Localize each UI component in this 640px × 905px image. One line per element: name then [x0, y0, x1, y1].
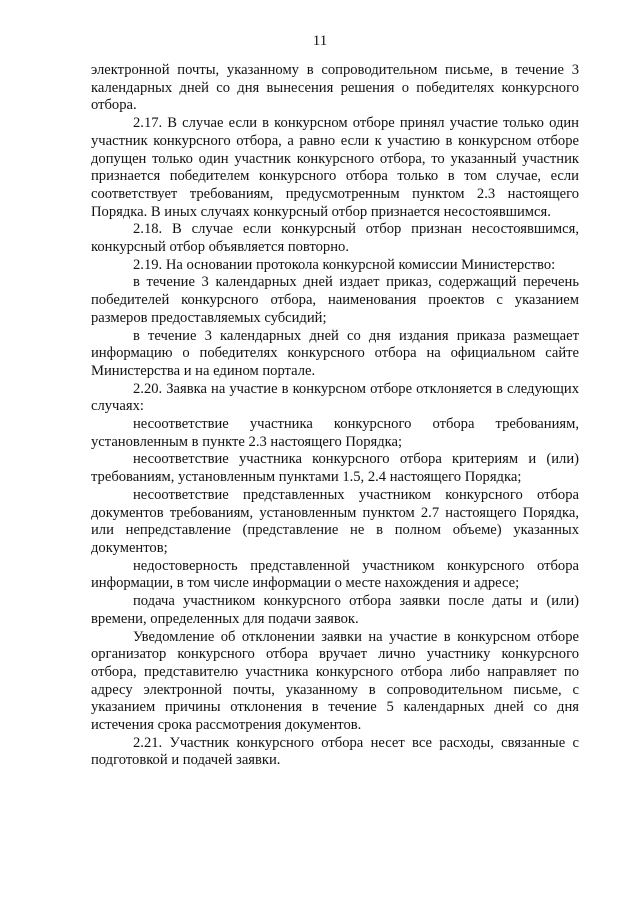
paragraph-2-20: 2.20. Заявка на участие в конкурсном отборе отклоняется в следующих случаях: — [91, 380, 579, 415]
list-item-documents: несоответствие представленных участником конкурсного отбора документов требованиям, установленным пунктом 2.7 настоящего Порядка, или непредставление (представление не в полном объеме) указанных документов; — [91, 486, 579, 556]
paragraph-2-17: 2.17. В случае если в конкурсном отборе принял участие только один участник конкурсного отбора, а равно если к участию в конкурсном отборе допущен только один участник конкурсного отбора, то указанный участник признается победителем конкурсного отбора только в том случае, если соответствует требованиям, предусмотренным пунктом 2.3 настоящего Порядка. В иных случаях конкурсный отбор признается несостоявшимся. — [91, 115, 579, 220]
page-number: 11 — [312, 33, 328, 49]
paragraph-rejection-notice: Уведомление об отклонении заявки на участие в конкурсном отборе организатор конкурсного отбора вручает лично участнику конкурсного отбора, представителю участника конкурсного отбора либо направляет по адресу электронной почты, указанному в сопроводительном письме, с указанием причины отклонения в течение 5 календарных дней со дня истечения срока рассмотрения документов. — [91, 628, 579, 734]
list-item-order: в течение 3 календарных дней издает приказ, содержащий перечень победителей конкурсного отбора, наименования проектов с указанием размеров предоставляемых субсидий; — [91, 274, 579, 326]
paragraph-continuation: электронной почты, указанному в сопроводительном письме, в течение 3 календарных дней со дня вынесения решения о победителях конкурсного отбора. — [91, 62, 579, 114]
paragraph-2-19: 2.19. На основании протокола конкурсной комиссии Министерство: — [133, 256, 556, 273]
paragraph-2-18: 2.18. В случае если конкурсный отбор признан несостоявшимся, конкурсный отбор объявляется повторно. — [91, 221, 579, 256]
list-item-publish: в течение 3 календарных дней со дня издания приказа размещает информацию о победителях конкурсного отбора на официальном сайте Министерства и на едином портале. — [91, 327, 579, 379]
list-item-unreliable-info: недостоверность представленной участником конкурсного отбора информации, в том числе информации о месте нахождения и адресе; — [91, 557, 579, 592]
paragraph-2-21: 2.21. Участник конкурсного отбора несет все расходы, связанные с подготовкой и подачей заявки. — [91, 734, 579, 769]
list-item-criteria: несоответствие участника конкурсного отбора критериям и (или) требованиям, установленным пунктами 1.5, 2.4 настоящего Порядка; — [91, 451, 579, 486]
list-item-late-submission: подача участником конкурсного отбора заявки после даты и (или) времени, определенных для подачи заявок. — [91, 593, 579, 627]
document-body — [91, 62, 579, 770]
list-item-requirements: несоответствие участника конкурсного отбора требованиям, установленным в пункте 2.3 настоящего Порядка; — [91, 416, 579, 450]
